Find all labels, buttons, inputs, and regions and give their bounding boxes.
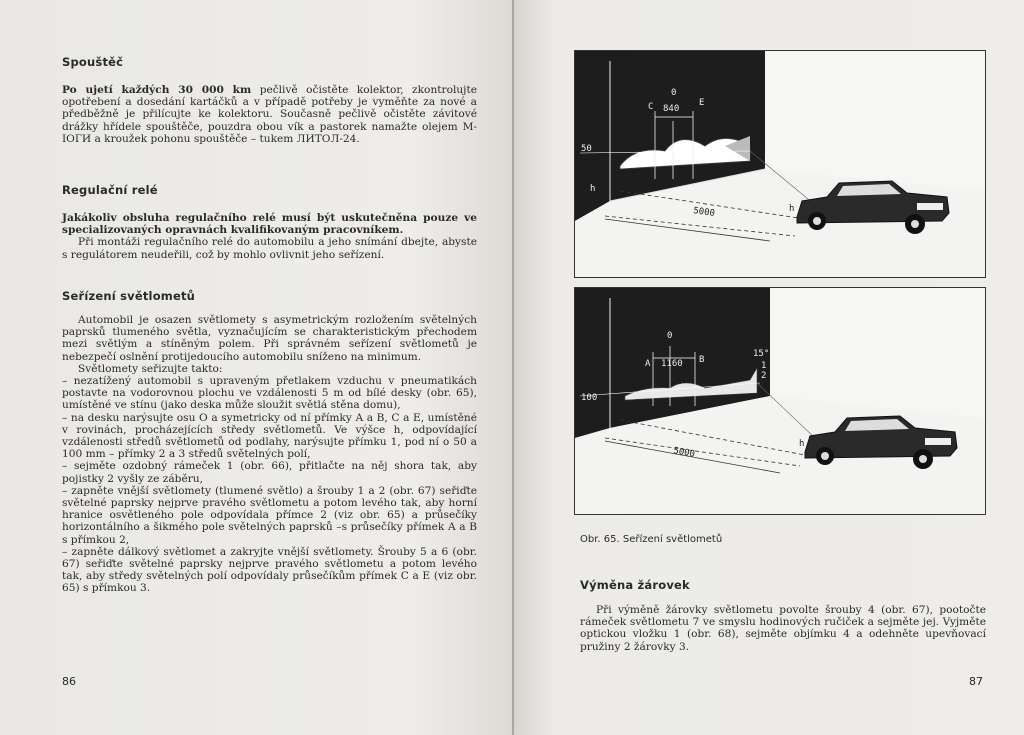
paragraph: – na desku narýsujte osu O a symetricky od ní přímky A a B, C a E, umístěné v rovinách, procházejících středy světlometů. Ve výšce h, odpovídající vzdálenosti středů světlometů od podlahy, narýsujte přímku 1, pod ní o 50 a 100 mm – přímky 2 a 3 středů světelných polí, (62, 411, 477, 461)
label-2: 2 (761, 371, 767, 381)
label-o: 0 (671, 88, 677, 98)
label-5000: 5000 (672, 446, 696, 460)
paragraph: – zapněte dálkový světlomet a zakryjte vnější světlomety. Šrouby 5 a 6 (obr. 67) seřiďte světelné paprsky nejprve pravého světlometu a potom levého tak, aby středy světelných polí odpovídaly průsečíkům přímek C a E (viz obr. 65) s přímkou 3. (62, 545, 477, 595)
label-50: 50 (581, 144, 592, 154)
body-text: Při výměně žárovky světlometu povolte šrouby 4 (obr. 67), pootočte rámeček světlometu 7 ve smyslu hodinových ručiček a sejměte jej. Vyjměte optickou vložku 1 (obr. 68), sejměte objímku 4 a odehněte upevňovací pružiny 2 žárovky 3. (580, 604, 986, 653)
label-c: C (648, 102, 654, 112)
label-5000: 5000 (692, 206, 716, 219)
label-1: 1 (761, 361, 767, 371)
paragraph: – nezatížený automobil s upraveným přetlakem vzduchu v pneumatikách postavte na vodorovnou plochu ve vzdálenosti 5 m od bílé desky (obr. 65), umístěné ve stínu (jako deska může sloužit světlá stěna domu), (62, 375, 477, 412)
label-o: 0 (667, 331, 673, 341)
label-b: B (699, 355, 705, 365)
figure-caption: Obr. 65. Seřízení světlometů (580, 534, 723, 545)
paragraph: Světlomety seřizujte takto: (78, 362, 223, 375)
right-page (514, 0, 1024, 735)
section-body-serizeni (62, 314, 477, 595)
label-h: h (590, 184, 596, 194)
label-1160: 1160 (661, 359, 683, 369)
lead-text: Po ujetí každých 30 000 km (62, 84, 252, 96)
paragraph: – sejměte ozdobný rámeček 1 (obr. 66), přitlačte na něj shora tak, aby pojistky 2 vyšly ze záběru, (62, 460, 477, 485)
figure-headlight-dipped (574, 50, 986, 278)
label-100: 100 (581, 393, 598, 403)
section-title-spoustec: Spouštěč (62, 55, 124, 69)
body-text: Při montáži regulačního relé do automobilu a jeho snímání dbejte, abyste s regulátorem neudeřili, což by mohlo ovlivnit jeho seřízení. (62, 236, 477, 261)
headlight-diagram-svg (575, 51, 985, 277)
figure-headlight-high (574, 287, 986, 515)
label-h: h (799, 439, 805, 449)
page-number: 87 (969, 675, 983, 688)
label-angle: 15° (753, 349, 770, 359)
label-840: 840 (663, 104, 680, 114)
section-body-regulacni-rele (62, 212, 477, 261)
label-3: 3 (757, 142, 763, 152)
section-title-regulacni-rele: Regulační relé (62, 183, 158, 197)
body-text: pečlivě očistěte kolektor, zkontrolujte opotřebení a dosedání kartáčků a v případě potřeby je vyměňte za nové a předběžně je přilícujte ke kolektoru. Současně pečlivě očistěte závitové drážky hřídele spouštěče, pouzdra obou vík a pastorek namažte olejem M-IOГИ a kroužek pohonu spouštěče – tukem ЛИТОЛ-24. (62, 84, 477, 145)
section-body-spoustec (62, 84, 477, 145)
label-a: A (645, 359, 651, 369)
section-title-serizeni: Seřízení světlometů (62, 289, 196, 303)
paragraph: – zapněte vnější světlomety (tlumené světlo) a šrouby 1 a 2 (obr. 67) seřiďte světelné paprsky nejprve pravého světlometu a potom levého tak, aby horní hranice osvětleného pole odpovídala přímce 2 (viz obr. 65) a průsečíky horizontálního a šikmého pole světelných paprsků –s průsečíky přímek A a B s přímkou 2, (62, 484, 477, 546)
lead-text: Jakákoliv obsluha regulačního relé musí být uskutečněna pouze ve specializovaných opravnách kvalifikovaným pracovníkem. (62, 212, 477, 237)
headlight-diagram-svg (575, 288, 985, 514)
section-body-vymena-zarovek (580, 604, 986, 653)
label-h2: h (789, 204, 795, 214)
paragraph: Automobil je osazen světlomety s asymetrickým rozložením světelných paprsků tlumeného světla, vyznačujícím se charakteristickým přechodem mezi světlým a stíněným polem. Při správném seřízení světlometů je nebezpečí oslnění protijedoucího automobilu sníženo na minimum. (62, 314, 477, 363)
label-2: 2 (753, 134, 759, 144)
label-e: E (699, 98, 705, 108)
page-number: 86 (62, 675, 76, 688)
section-title-vymena-zarovek: Výměna žárovek (580, 578, 690, 592)
